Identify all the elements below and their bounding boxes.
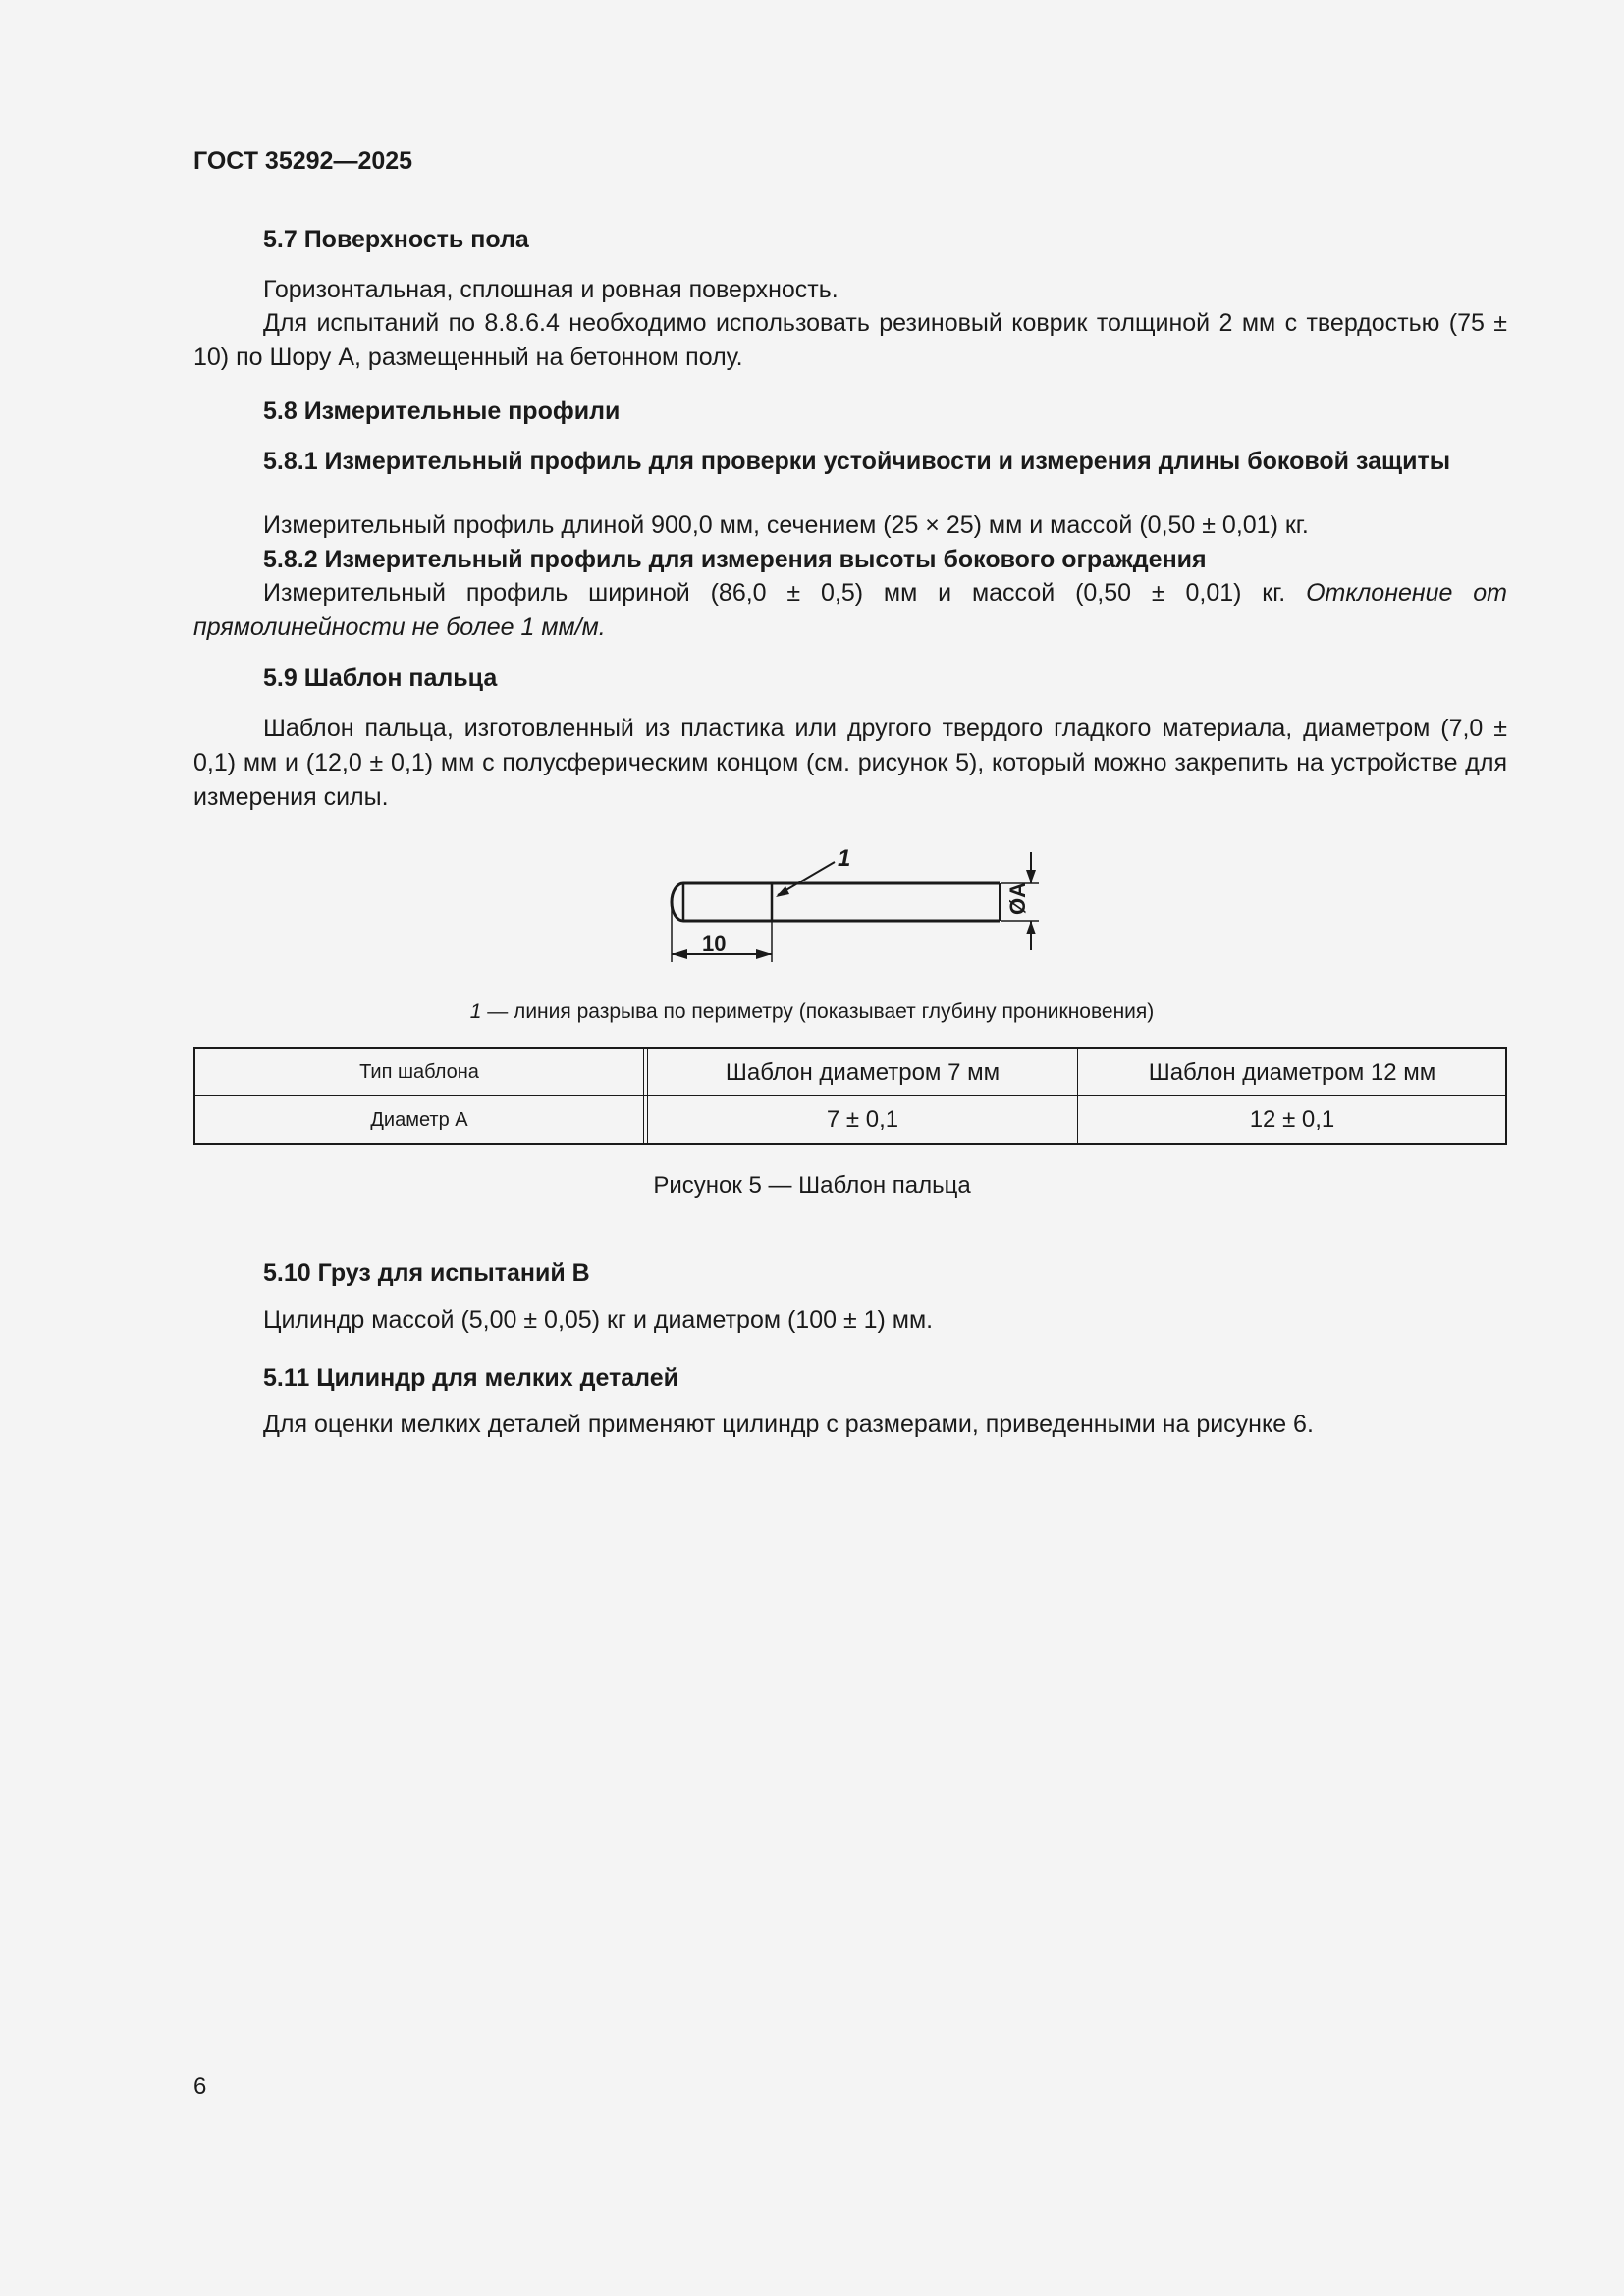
document-header: ГОСТ 35292—2025 — [193, 147, 413, 175]
table-cell-12mm-value: 12 ± 0,1 — [1249, 1106, 1335, 1133]
section-5-7-p2: Для испытаний по 8.8.6.4 необходимо использовать резиновый коврик толщиной 2 мм с твердостью (75 ± 10) по Шору A, размещенный на бетонном полу. — [193, 309, 1507, 371]
page-number: 6 — [193, 2073, 207, 2100]
table-header-type: Тип шаблона — [359, 1061, 479, 1083]
table-header-7mm: Шаблон диаметром 7 мм — [725, 1058, 1001, 1086]
figure-dim-a: ØA — [1005, 882, 1030, 915]
table-cell-7mm-value: 7 ± 0,1 — [826, 1106, 899, 1133]
section-5-9-title: 5.9 Шаблон пальца — [263, 665, 498, 692]
table-cell-diameter-label: Диаметр A — [370, 1108, 468, 1131]
section-5-8-2-title: 5.8.2 Измерительный профиль для измерения высоты бокового ограждения — [263, 546, 1207, 573]
section-5-7-p1: Горизонтальная, сплошная и ровная поверхность. — [263, 276, 839, 303]
section-5-9-text: Шаблон пальца, изготовленный из пластика или другого твердого гладкого материала, диаметром (7,0 ± 0,1) мм и (12,0 ± 0,1) мм с полусферическим концом (см. рисунок 5), который можно закрепить на устройстве для измерения силы. — [193, 715, 1507, 811]
section-5-8-2-text-italic: Отклонение от прямолинейности не более 1 мм/м. — [193, 579, 1507, 641]
table-col-divider — [643, 1049, 644, 1143]
legend-number: 1 — [469, 1000, 482, 1023]
table-header-12mm: Шаблон диаметром 12 мм — [1148, 1058, 1436, 1086]
figure-dim-10: 10 — [702, 932, 727, 956]
section-5-10-text: Цилиндр массой (5,00 ± 0,05) кг и диаметром (100 ± 1) мм. — [263, 1307, 934, 1334]
legend-text: — линия разрыва по периметру (показывает глубину проникновения) — [481, 1000, 1155, 1023]
section-5-11-title: 5.11 Цилиндр для мелких деталей — [263, 1364, 678, 1392]
section-5-8-1-text: Измерительный профиль длиной 900,0 мм, сечением (25 × 25) мм и массой (0,50 ± 0,01) кг. — [263, 511, 1309, 539]
section-5-8-title: 5.8 Измерительные профили — [263, 398, 621, 425]
finger-probe-figure — [658, 844, 1051, 972]
section-5-8-1-title: 5.8.1 Измерительный профиль для проверки устойчивости и измерения длины боковой защиты — [263, 448, 1451, 475]
dimension-table — [193, 1047, 1507, 1145]
section-5-11-text: Для оценки мелких деталей применяют цилиндр с размерами, приведенными на рисунке 6. — [263, 1411, 1314, 1438]
section-5-8-2-text-regular: Измерительный профиль шириной (86,0 ± 0,5) мм и массой (0,50 ± 0,01) кг. — [263, 579, 1307, 607]
figure-caption: Рисунок 5 — Шаблон пальца — [653, 1172, 971, 1199]
figure-label-1: 1 — [838, 845, 851, 872]
section-5-7-title: 5.7 Поверхность пола — [263, 226, 529, 253]
figure-legend — [0, 1000, 1624, 1024]
section-5-8-2-text — [193, 576, 1507, 645]
section-5-10-title: 5.10 Груз для испытаний B — [263, 1259, 590, 1287]
probe-tip — [672, 883, 683, 921]
